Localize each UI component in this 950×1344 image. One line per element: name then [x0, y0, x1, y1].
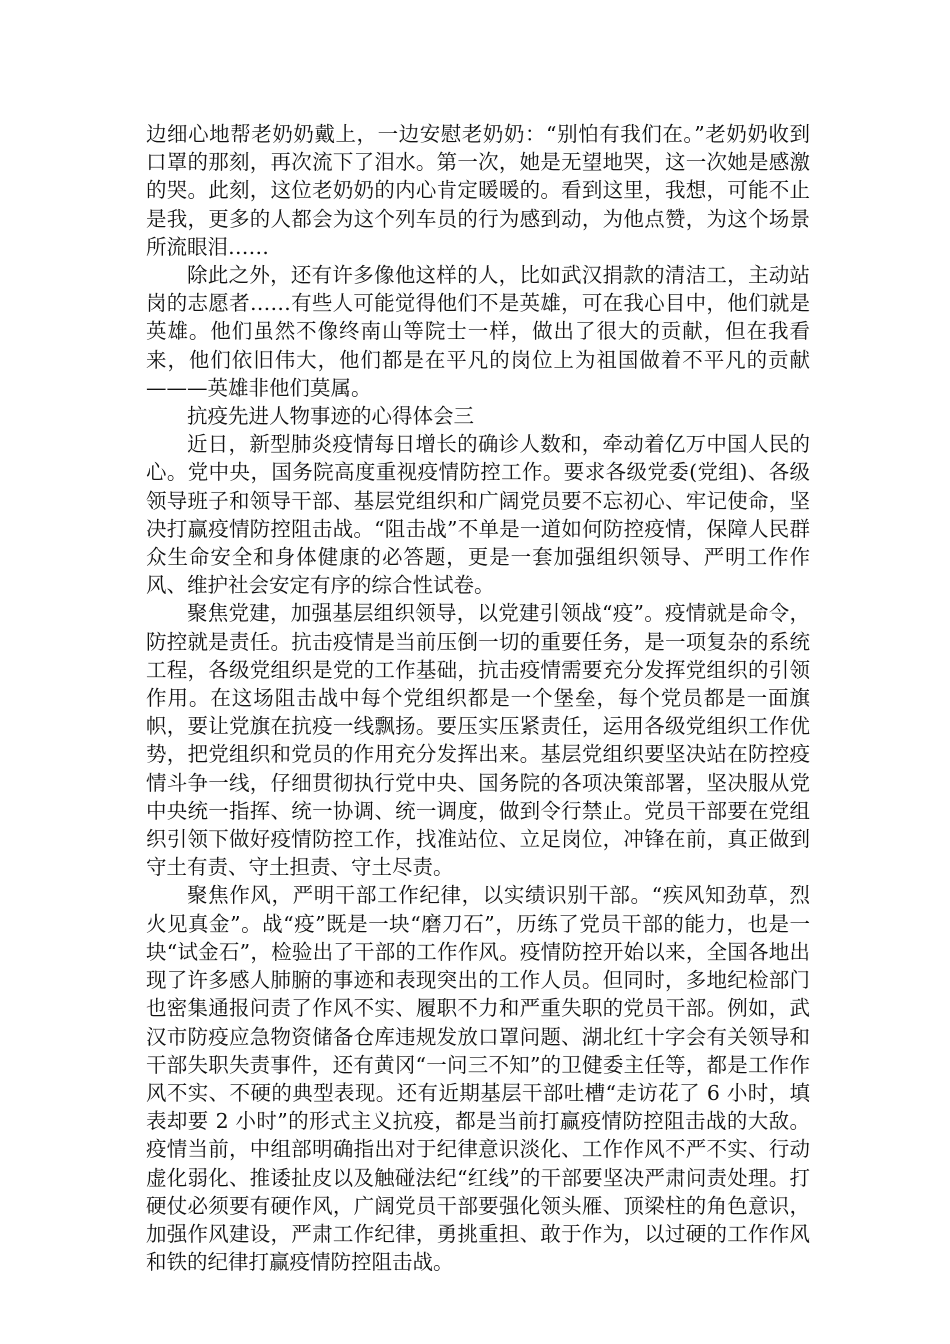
section-heading: 抗疫先进人物事迹的心得体会三	[187, 404, 474, 429]
paragraph-heroes: 除此之外，还有许多像他这样的人，比如武汉捐款的清洁工，主动站岗的志愿者……有些人可能觉得他们不是英雄，可在我心目中，他们就是英雄。他们虽然不像终南山等院士一样，做出了很大的贡献，但在我看来，他们依旧伟大，他们都是在平凡的岗位上为祖国做着不平凡的贡献———英雄非他们莫属。	[146, 263, 810, 400]
paragraph-intro: 近日，新型肺炎疫情每日增长的确诊人数和，牵动着亿万中国人民的心。党中央，国务院高度重视疫情防控工作。要求各级党委(党组)、各级领导班子和领导干部、基层党组织和广阔党员要不忘初心、牢记使命，坚决打赢疫情防控阻击战。“阻击战”不单是一道如何防控疫情，保障人民群众生命安全和身体健康的必答题，更是一套加强组织领导、严明工作作风、维护社会安定有序的综合性试卷。	[146, 432, 810, 598]
paragraph-party-building: 聚焦党建，加强基层组织领导，以党建引领战“疫”。疫情就是命令，防控就是责任。抗击疫情是当前压倒一切的重要任务，是一项复杂的系统工程，各级党组织是党的工作基础，抗击疫情需要充分发挥党组织的引领作用。在这场阻击战中每个党组织都是一个堡垒，每个党员都是一面旗帜，要让党旗在抗疫一线飘扬。要压实压紧责任，运用各级党组织工作优势，把党组织和党员的作用充分发挥出来。基层党组织要坚决站在防控疫情斗争一线，仔细贯彻执行党中央、国务院的各项决策部署，坚决服从党中央统一指挥、统一协调、统一调度，做到令行禁止。党员干部要在党组织引领下做好疫情防控工作，找准站位、立足岗位，冲锋在前，真正做到守土有责、守土担责、守土尽责。	[146, 601, 810, 880]
paragraph-continuation: 边细心地帮老奶奶戴上，一边安慰老奶奶：“别怕有我们在。”老奶奶收到口罩的那刻，再次流下了泪水。第一次，她是无望地哭，这一次她是感激的哭。此刻，这位老奶奶的内心肯定暖暖的。看到这里，我想，可能不止是我，更多的人都会为这个列车员的行为感到动，为他点赞，为这个场景所流眼泪……	[146, 122, 810, 259]
paragraph-work-style: 聚焦作风，严明干部工作纪律，以实绩识别干部。“疾风知劲草，烈火见真金”。战“疫”既是一块“磨刀石”，历练了党员干部的能力，也是一块“试金石”，检验出了干部的工作作风。疫情防控开始以来，全国各地出现了许多感人肺腑的事迹和表现突出的工作人员。但同时，多地纪检部门也密集通报问责了作风不实、履职不力和严重失职的党员干部。例如，武汉市防疫应急物资储备仓库违规发放口罩问题、湖北红十字会有关领导和干部失职失责事件，还有黄冈“一问三不知”的卫健委主任等，都是工作作风不实、不硬的典型表现。还有近期基层干部吐槽“走访花了 6 小时，填表却要 2 小时”的形式主义抗疫，都是当前打赢疫情防控阻击战的大敌。疫情当前，中组部明确指出对于纪律意识淡化、工作作风不严不实、行动虚化弱化、推诿扯皮以及触碰法纪“红线”的干部要坚决严肃问责处理。打硬仗必须要有硬作风，广阔党员干部要强化领头雁、顶梁柱的角色意识，加强作风建设，严肃工作纪律，勇挑重担、敢于作为，以过硬的工作作风和铁的纪律打赢疫情防控阻击战。	[146, 883, 810, 1275]
document-page	[146, 120, 810, 1276]
